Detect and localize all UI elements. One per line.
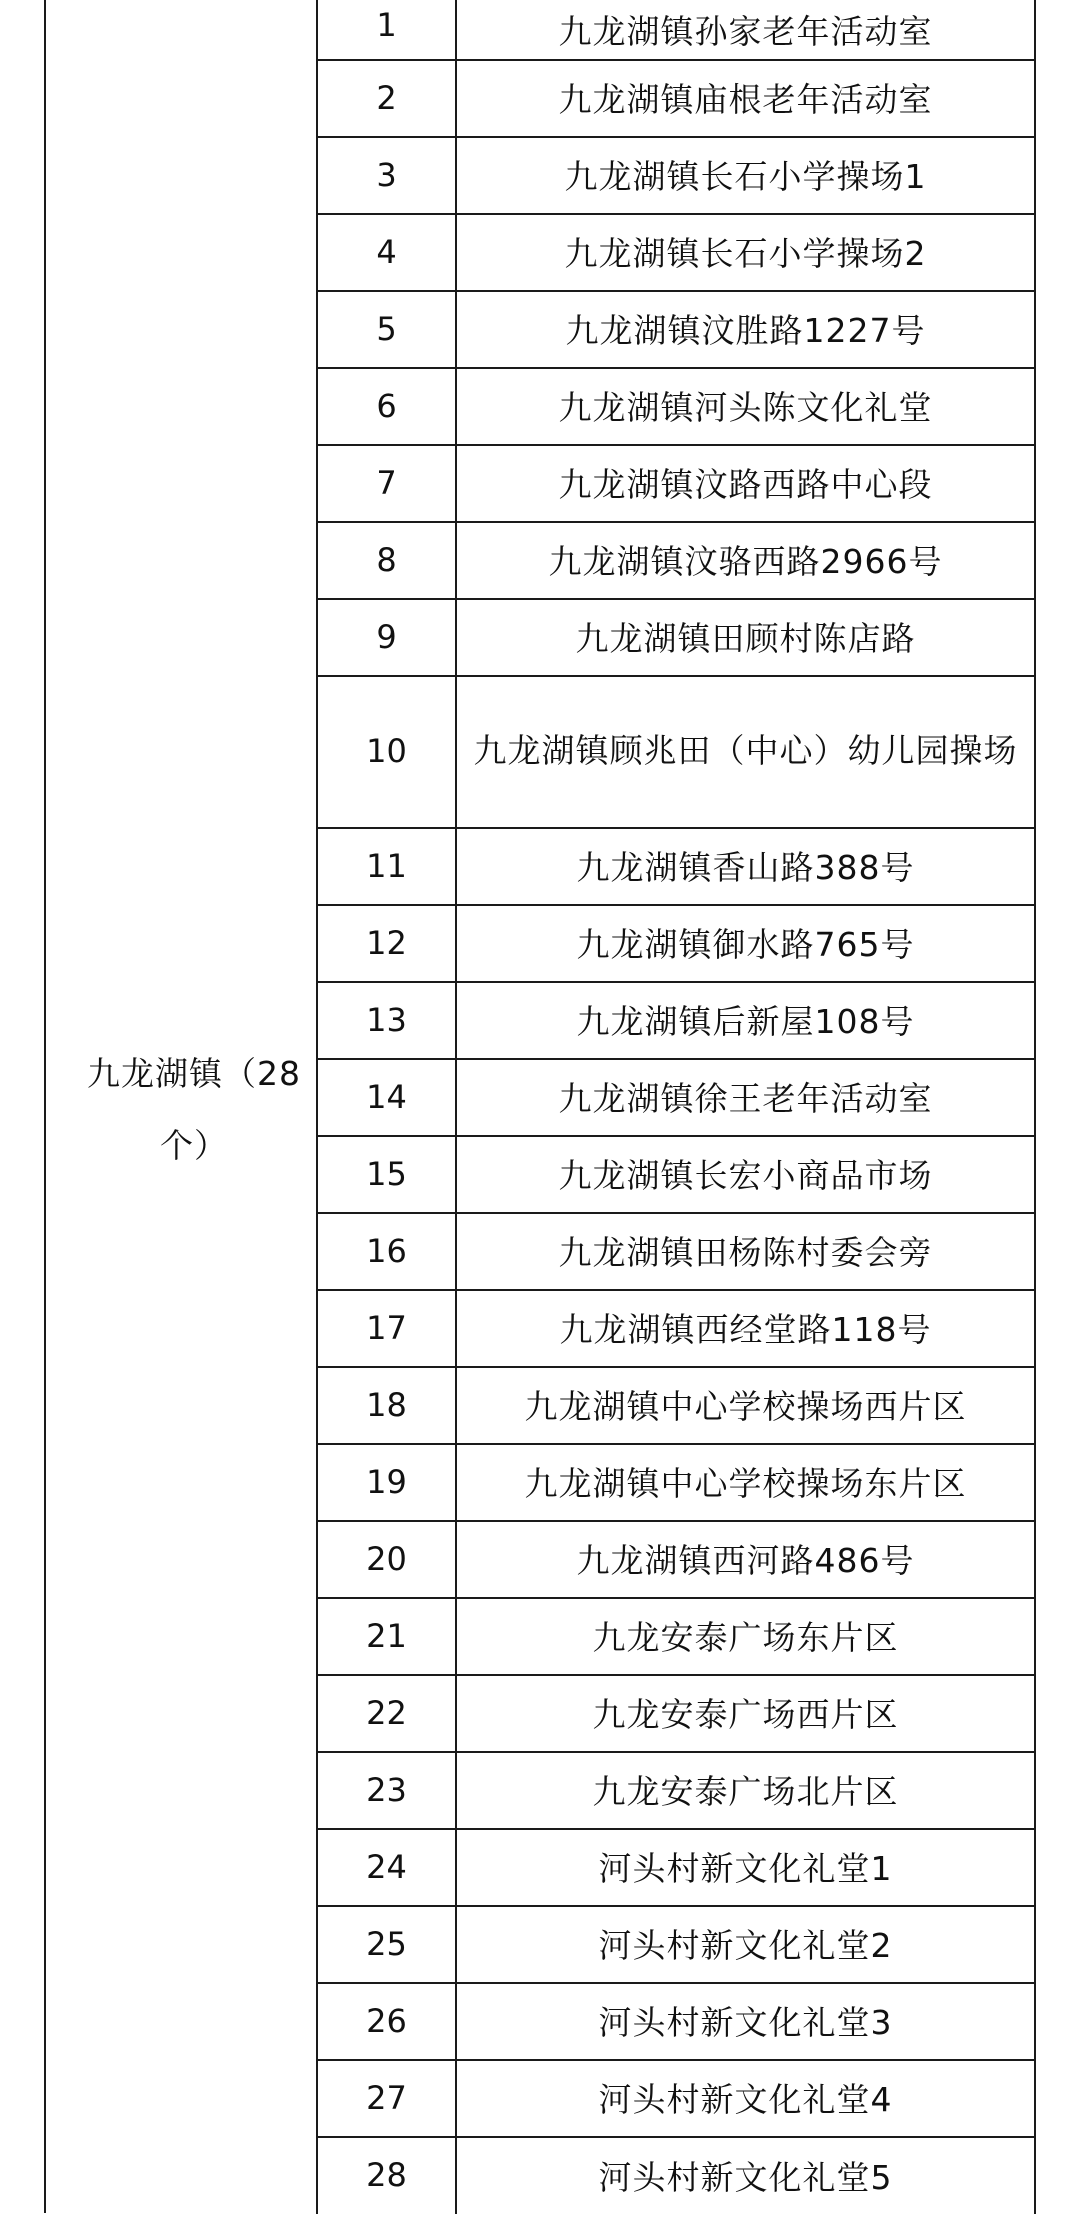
row-location: 九龙湖镇田杨陈村委会旁: [558, 1233, 933, 1272]
row-location: 九龙湖镇田顾村陈店路: [575, 619, 916, 658]
table-row: [318, 446, 1034, 523]
location-table: [316, 0, 1036, 2214]
table-row: [318, 292, 1034, 369]
table-row: [318, 1830, 1034, 1907]
row-number: 19: [318, 1445, 457, 1520]
row-location: 九龙湖镇西河路486号: [576, 1541, 915, 1580]
row-number: 28: [318, 2138, 457, 2214]
table-row: [318, 1984, 1034, 2061]
table-row: [318, 138, 1034, 215]
row-location: 九龙安泰广场东片区: [592, 1618, 899, 1657]
row-location: 九龙湖镇长宏小商品市场: [558, 1156, 933, 1195]
row-number: 3: [318, 138, 457, 213]
row-number: 16: [318, 1214, 457, 1289]
row-number: 27: [318, 2061, 457, 2136]
table-row: [318, 215, 1034, 292]
row-location: 九龙湖镇御水路765号: [576, 925, 915, 964]
table-row: [318, 1445, 1034, 1522]
row-location: 九龙湖镇徐王老年活动室: [558, 1079, 933, 1118]
row-number: 18: [318, 1368, 457, 1443]
row-location: 九龙湖镇长石小学操场1: [564, 157, 927, 196]
table-row: [318, 1137, 1034, 1214]
row-location: 九龙安泰广场北片区: [592, 1772, 899, 1811]
row-number: 22: [318, 1676, 457, 1751]
row-location: 河头村新文化礼堂4: [598, 2080, 893, 2119]
table-row: [318, 1060, 1034, 1137]
row-number: 7: [318, 446, 457, 521]
group-label: 九龙湖镇（28个）: [87, 1054, 301, 1165]
row-location: 九龙湖镇汶路西路中心段: [558, 465, 933, 504]
table-row: [318, 829, 1034, 906]
row-number: 12: [318, 906, 457, 981]
row-number: 20: [318, 1522, 457, 1597]
row-location: 九龙湖镇孙家老年活动室: [558, 12, 933, 51]
row-location: 九龙湖镇中心学校操场东片区: [524, 1464, 967, 1503]
table-row: [318, 61, 1034, 138]
table-row: [318, 1907, 1034, 1984]
row-number: 10: [318, 677, 457, 827]
row-number: 24: [318, 1830, 457, 1905]
row-number: 11: [318, 829, 457, 904]
table-row: [318, 983, 1034, 1060]
row-location: 九龙湖镇后新屋108号: [576, 1002, 915, 1041]
row-number: 5: [318, 292, 457, 367]
row-number: 13: [318, 983, 457, 1058]
table-row: [318, 1599, 1034, 1676]
table-row: [318, 1368, 1034, 1445]
row-number: 4: [318, 215, 457, 290]
row-location: 九龙湖镇香山路388号: [576, 848, 915, 887]
table-row: [318, 1753, 1034, 1830]
table-row: [318, 2061, 1034, 2138]
row-location: 河头村新文化礼堂3: [598, 2003, 893, 2042]
row-location: 九龙湖镇长石小学操场2: [564, 234, 927, 273]
row-location: 河头村新文化礼堂5: [598, 2157, 893, 2197]
table-row: [318, 523, 1034, 600]
table-row: [318, 0, 1034, 61]
table-row: [318, 2138, 1034, 2214]
row-number: 26: [318, 1984, 457, 2059]
table-row: [318, 677, 1034, 829]
row-location: 九龙湖镇汶骆西路2966号: [548, 542, 943, 581]
row-number: 15: [318, 1137, 457, 1212]
row-location: 九龙安泰广场西片区: [592, 1695, 899, 1734]
row-location: 九龙湖镇西经堂路118号: [559, 1310, 932, 1349]
table-row: [318, 1291, 1034, 1368]
table-row: [318, 906, 1034, 983]
row-number: 14: [318, 1060, 457, 1135]
group-cell: [44, 0, 316, 2213]
row-number: 8: [318, 523, 457, 598]
table-row: [318, 1676, 1034, 1753]
row-location: 九龙湖镇顾兆田（中心）幼儿园操场: [473, 731, 1018, 770]
row-number: 1: [318, 0, 457, 59]
row-number: 9: [318, 600, 457, 675]
table-row: [318, 600, 1034, 677]
row-location: 河头村新文化礼堂1: [598, 1849, 893, 1888]
row-location: 九龙湖镇河头陈文化礼堂: [558, 388, 933, 427]
table-row: [318, 369, 1034, 446]
row-location: 河头村新文化礼堂2: [598, 1926, 893, 1965]
row-location: 九龙湖镇庙根老年活动室: [558, 80, 933, 119]
row-number: 17: [318, 1291, 457, 1366]
row-number: 23: [318, 1753, 457, 1828]
row-location: 九龙湖镇汶胜路1227号: [565, 311, 926, 350]
row-number: 2: [318, 61, 457, 136]
row-number: 25: [318, 1907, 457, 1982]
row-number: 6: [318, 369, 457, 444]
table-row: [318, 1522, 1034, 1599]
row-location: 九龙湖镇中心学校操场西片区: [524, 1387, 967, 1426]
row-number: 21: [318, 1599, 457, 1674]
table-row: [318, 1214, 1034, 1291]
